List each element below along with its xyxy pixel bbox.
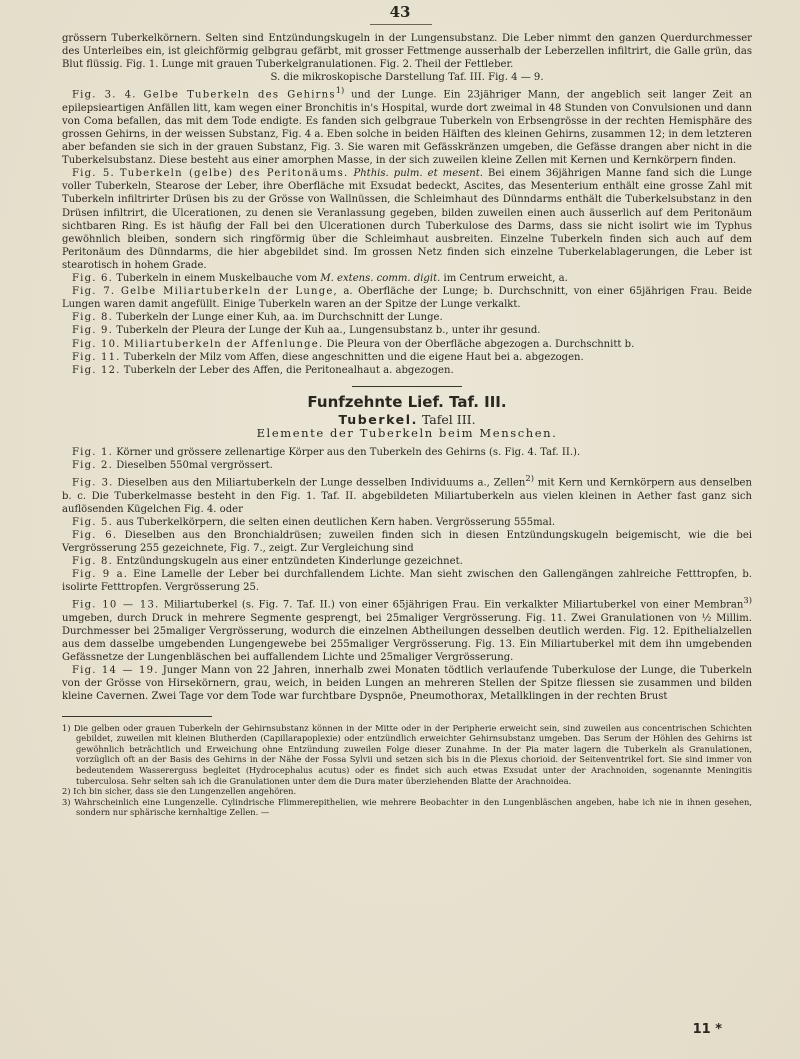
top-paragraph xyxy=(62,84,752,167)
top-paragraph xyxy=(62,324,752,337)
bottom-paragraph xyxy=(62,446,752,459)
figure-ref: Fig. 11. xyxy=(72,351,121,363)
paragraph-text: Dieselben 550mal vergrössert. xyxy=(113,460,273,472)
section-title: Funfzehnte Lief. Taf. III. xyxy=(307,392,507,411)
footnote: 2) Ich bin sicher, dass sie den Lungenzellen angehören. xyxy=(62,786,297,797)
figure-ref: Fig. 3. 4. xyxy=(72,89,137,101)
bottom-paragraphs xyxy=(62,446,752,703)
top-paragraph xyxy=(62,167,752,272)
bottom-paragraph xyxy=(62,516,752,529)
footnote-rule xyxy=(62,716,212,717)
paragraph-text-cont: im Centrum erweicht, a. xyxy=(440,273,568,285)
page-number-underline xyxy=(370,24,432,25)
bottom-paragraph xyxy=(62,459,752,472)
figure-title: Tuberkeln (gelbe) des Peritonäums. xyxy=(119,168,349,180)
paragraph-text: a. Oberfläche der Lunge; b. Durchschnitt, von einer 65jährigen Frau. Beide Lungen waren damit angefüllt. Einige Tuberkeln waren an der Spitze der Lunge verkalkt. xyxy=(62,286,752,311)
footnote-marker: 2) xyxy=(525,473,534,484)
paragraph-text: Junger Mann von 22 Jahren, innerhalb zwei Monaten tödtlich verlaufende Tuberkulose der Lunge, die Tuberkeln von der Grösse von Hirsekörnern, grau, weich, in beiden Lungen an mehreren Stellen der Spitze fliessen sie zusammen und bilden kleine Cavernen. Zwei Tage vor dem Tode war furchtbare Dyspnöe, Pneumothorax, Metallklingen in der rechten Brust xyxy=(62,665,752,703)
figure-ref: Fig. 12. xyxy=(72,364,121,376)
figure-ref: Fig. 10 — 13. xyxy=(72,599,160,611)
paragraph-text: Tuberkeln der Milz vom Affen, diese angeschnitten und die eigene Haut bei a. abgezogen. xyxy=(120,351,584,363)
paragraph-text: Tuberkeln der Leber des Affen, die Peritonealhaut a. abgezogen. xyxy=(120,364,454,376)
footnote: 3) Wahrscheinlich eine Lungenzelle. Cylindrische Flimmerepithelien, wie mehrere Beobachter in den Lungenbläschen angeben, habe ich nie in ihnen gesehen, sondern nur sphärische kernhaltige Zellen. — xyxy=(62,796,752,818)
latin-term: Phthis. pulm. et mesent. xyxy=(353,168,483,180)
paragraph-text: und der Lunge. Ein 23jähriger Mann, der angeblich seit langer Zeit an epilepsieartigen Anfällen litt, kam wegen einer Bronchitis in's Hospital, wurde dort zweimal in 48 Stunden von Convulsionen und dann von Coma befallen, das mit dem Tode endigte. Es fanden sich gelbgraue Tuberkeln von Erbsengrösse in der rechten Hemisphäre des grossen Gehirns, in der weissen Substanz, Fig. 4 a. Eben solche in beiden Hälften des kleinen Gehirns, zusammen 12; in dem letzteren aber befanden sie sich in der grauen Substanz, Fig. 3. Sie waren mit Gefässkränzen umgeben, die Gefässe drangen aber nicht in die Tuberkelsubstanz. Diese besteht aus einer amorphen Masse, in der sich zuweilen kleine Zellen mit Kernen und Kernkörpern finden. xyxy=(62,89,752,167)
footnote-marker: 3) xyxy=(743,595,752,606)
bottom-paragraph xyxy=(62,568,752,594)
figure-title: Miliartuberkeln der Affenlunge. xyxy=(123,338,324,350)
figure-ref: Fig. 6. xyxy=(72,529,118,541)
section-subtitle xyxy=(62,413,752,426)
figure-ref: Fig. 5. xyxy=(72,168,115,180)
bottom-paragraph xyxy=(62,472,752,516)
section-separator xyxy=(352,386,462,387)
figure-ref: Fig. 9 a. xyxy=(72,569,129,581)
paragraph-text-cont: umgeben, durch Druck in mehrere Segmente gesprengt, bei 25maliger Vergrösserung. Fig. 11. Zwei Granulationen von ½ Millim. Durchmesser bei 25maliger Vergrösserung, wodurch die einzelnen Abtheilungen desselben deutlich werden. Fig. 12. Epithelialzellen aus dem dasselbe umgebenden Lungengewebe bei 255maliger Vergrösserung. Fig. 13. Ein Miliartuberkel mit dem ihn umgebenden Gefässnetze der Lungenbläschen bei auffallendem Lichte und 25maliger Vergrösserung. xyxy=(62,612,752,664)
signature-mark: 11 * xyxy=(692,1022,722,1037)
figure-ref: Fig. 14 — 19. xyxy=(72,665,159,677)
paragraph-text: Eine Lamelle der Leber bei durchfallendem Lichte. Man sieht zwischen den Gallengängen zahlreiche Fetttropfen, b. isolirte Fetttropfen. Vergrösserung 25. xyxy=(62,569,752,594)
intro-paragraph: grössern Tuberkelkörnern. Selten sind Entzündungskugeln in der Lungensubstanz. Die Leber nimmt den ganzen Querdurchmesser des Unterleibes ein, ist gleichförmig gelbgrau gefärbt, mit grosser Fettmenge ausserhalb der Leberzellen infiltrirt, die Galle grün, das Blut flüssig. Fig. 1. Lunge mit grauen Tuberkelgranulationen. Fig. 2. Theil der Fettleber. xyxy=(62,33,752,71)
figure-ref: Fig. 9. xyxy=(72,325,113,337)
top-paragraph xyxy=(62,338,752,351)
figure-title: Gelbe Tuberkeln des Gehirns xyxy=(143,89,336,101)
top-paragraphs xyxy=(62,84,752,376)
section-subtitle-bold: Tuberkel. xyxy=(338,411,418,427)
paragraph-text: Miliartuberkel (s. Fig. 7. Taf. II.) von einer 65jährigen Frau. Ein verkalkter Miliartuberkel von einer Membran xyxy=(159,599,744,611)
intro-centered-line: S. die mikroskopische Darstellung Taf. III. Fig. 4 — 9. xyxy=(270,72,544,84)
figure-ref: Fig. 8. xyxy=(72,312,113,324)
paragraph-text: Tuberkeln in einem Muskelbauche vom xyxy=(113,273,321,285)
paragraph-text: Tuberkeln der Pleura der Lunge der Kuh aa., Lungensubstanz b., unter ihr gesund. xyxy=(113,325,541,337)
bottom-paragraph xyxy=(62,664,752,703)
section-subtitle-rest: Tafel III. xyxy=(417,411,476,427)
top-paragraph xyxy=(62,311,752,324)
bottom-paragraph xyxy=(62,594,752,664)
paragraph-text: Tuberkeln der Lunge einer Kuh, aa. im Durchschnitt der Lunge. xyxy=(113,312,443,324)
top-paragraph xyxy=(62,364,752,377)
top-paragraph xyxy=(62,285,752,311)
top-paragraph xyxy=(62,272,752,285)
footnote-marker: 1) xyxy=(335,85,345,96)
top-paragraph xyxy=(62,351,752,364)
paragraph-text: aus Tuberkelkörpern, die selten einen deutlichen Kern haben. Vergrösserung 555mal. xyxy=(113,516,556,528)
figure-ref: Fig. 3. xyxy=(72,477,114,489)
paragraph-text: Dieselben aus den Bronchialdrüsen; zuweilen finden sich in diesen Entzündungskugeln beigemischt, wie die bei Vergrösserung 255 gezeichnete, Fig. 7., zeigt. Zur Vergleichung sind xyxy=(62,529,752,555)
paragraph-text-cont: mit Kern und Kernkörpern aus denselben b. c. Die Tuberkelmasse besteht in den Fig. 1. Taf. II. abgebildeten Miliartuberkeln aus vielen kleinen in Aether fast ganz sich auflösenden Kügelchen Fig. 4. oder xyxy=(62,477,752,515)
figure-ref: Fig. 10. xyxy=(72,338,121,350)
bottom-paragraph xyxy=(62,529,752,555)
figure-ref: Fig. 6. xyxy=(72,273,113,285)
paragraph-text: Körner und grössere zellenartige Körper aus den Tuberkeln des Gehirns (s. Fig. 4. Taf. II.). xyxy=(113,447,581,459)
latin-term: M. extens. comm. digit. xyxy=(320,273,441,285)
section-subtitle2: Elemente der Tuberkeln beim Menschen. xyxy=(256,425,558,440)
page-number: 43 xyxy=(389,3,411,21)
figure-ref: Fig. 7. xyxy=(72,286,116,298)
footnote: 1) Die gelben oder grauen Tuberkeln der Gehirnsubstanz können in der Mitte oder in der Peripherie erweicht sein, sind zuweilen aus concentrischen Schichten gebildet, zuweilen mit kleinen Blutherden (Capillarapoplexie) oder entzündlich erweichter Gehirnsubstanz umgeben. Das Serum der Höhlen des Gehirns ist gewöhnlich beträchtlich und Erweichung ohne Entzündung zuweilen Folge dieser Zunahme. In der Pia mater lagern die Tuberkeln als Granulationen, vorzüglich oft an der Basis des Gehirns in der Nähe der Fossa Sylvii und setzen sich bis in die Plexus chorioid. der Seitenventrikel fort. Sie sind immer von bedeutendem Wassererguss begleitet (Hydrocephalus acutus) oder es findet sich auch etwas Exsudat unter der Arachnoiden, sogenannte Meningitis tuberculosa. Sehr selten sah ich die Granulationen unter dem die Dura mater überziehenden Blatte der Arachnoidea. xyxy=(62,722,752,786)
body-text xyxy=(62,32,752,818)
figure-ref: Fig. 1. xyxy=(72,447,113,459)
paragraph-text: Die Pleura von der Oberfläche abgezogen a. Durchschnitt b. xyxy=(323,338,635,350)
paragraph-text: Dieselben aus den Miliartuberkeln der Lunge desselben Individuums a., Zellen xyxy=(113,477,526,489)
figure-ref: Fig. 8. xyxy=(72,556,113,568)
paragraph-text: Bei einem 36jährigen Manne fand sich die Lunge voller Tuberkeln, Stearose der Leber, ihre Oberfläche mit Exsudat bedeckt, Ascites, das Mesenterium enthält eine grosse Zahl mit Tuberkeln infiltrirter Drüsen bis zu der Grösse von Wallnüssen, die Schleimhaut des Dünndarms enthält die Tuberkelsubstanz in den Drüsen infiltrirt, die Ulcerationen, zu denen sie Veranlassung gegeben, bilden zuweilen einen auch äusserlich auf dem Peritonäum sichtbaren Ring. Es ist häufig der Fall bei den Ulcerationen durch Tuberkulose des Darms, dass sie nicht isolirt wie im Typhus gewöhnlich bleiben, sondern sich ringförmig über die Schleimhaut ausbreiten. Einzelne Tuberkeln finden sich auch auf dem Peritonäum des Dünndarms, die hier abgebildet sind. Im grossen Netz finden sich einzelne Tuberkelablagerungen, die Leber ist stearotisch in hohem Grade. xyxy=(62,168,752,271)
footnotes xyxy=(62,723,752,818)
bottom-paragraph xyxy=(62,555,752,568)
figure-title: Gelbe Miliartuberkeln der Lunge, xyxy=(120,286,338,298)
figure-ref: Fig. 2. xyxy=(72,460,113,472)
figure-ref: Fig. 5. xyxy=(72,516,113,528)
paragraph-text: Entzündungskugeln aus einer entzündeten Kinderlunge gezeichnet. xyxy=(113,556,463,568)
